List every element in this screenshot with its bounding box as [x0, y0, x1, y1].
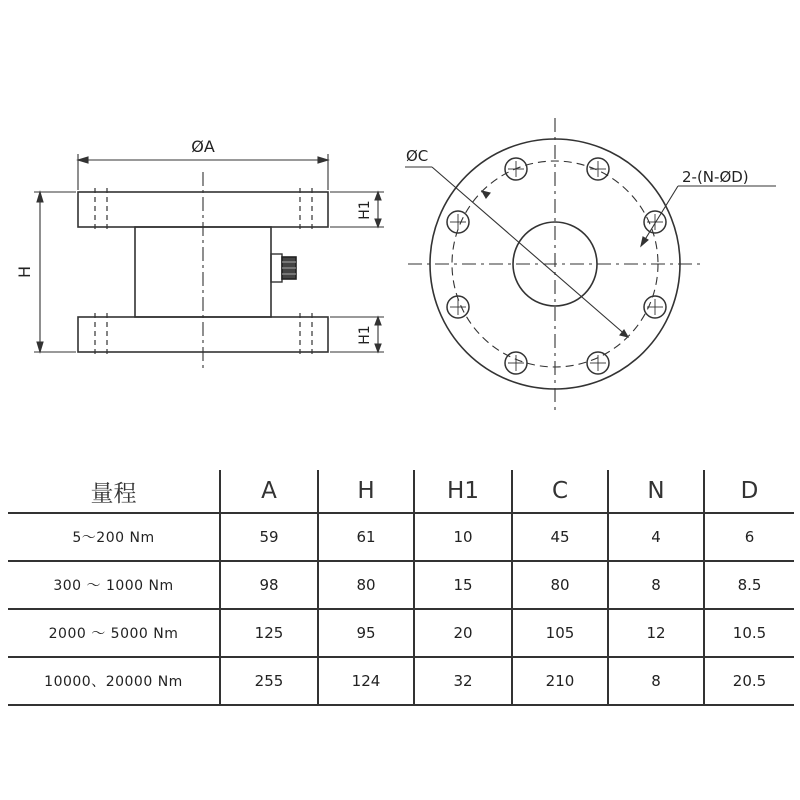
cell-h1: 20 — [414, 609, 512, 657]
dimension-h — [34, 192, 76, 352]
front-view — [405, 118, 776, 410]
cell-h1: 15 — [414, 561, 512, 609]
cell-h: 61 — [318, 513, 414, 561]
cell-n: 12 — [608, 609, 704, 657]
cell-d: 8.5 — [704, 561, 794, 609]
bolt-hole-crosshairs — [450, 161, 663, 371]
cell-h1: 32 — [414, 657, 512, 705]
side-view — [15, 137, 384, 370]
cell-range: 2000 ～ 5000 Nm — [8, 609, 220, 657]
cell-range: 10000、20000 Nm — [8, 657, 220, 705]
cell-h: 95 — [318, 609, 414, 657]
table-row — [8, 513, 794, 561]
holes-leader — [641, 186, 776, 246]
cell-h: 124 — [318, 657, 414, 705]
header-d: D — [704, 470, 794, 513]
label-holes: 2-(N-ØD) — [682, 168, 749, 186]
cell-c: 80 — [512, 561, 608, 609]
cell-n: 4 — [608, 513, 704, 561]
cell-c: 210 — [512, 657, 608, 705]
header-h: H — [318, 470, 414, 513]
label-flange-h1-bottom: H1 — [357, 325, 373, 345]
table-row — [8, 657, 794, 705]
cell-d: 6 — [704, 513, 794, 561]
label-pitch-circle-c: ØC — [406, 147, 429, 165]
spec-table — [8, 470, 794, 706]
cell-n: 8 — [608, 561, 704, 609]
cell-n: 8 — [608, 657, 704, 705]
cell-d: 20.5 — [704, 657, 794, 705]
cell-d: 10.5 — [704, 609, 794, 657]
connector — [271, 254, 296, 282]
table-header-row — [8, 470, 794, 513]
header-c: C — [512, 470, 608, 513]
cell-a: 125 — [220, 609, 318, 657]
header-a: A — [220, 470, 318, 513]
header-range: 量程 — [8, 470, 220, 513]
header-h1: H1 — [414, 470, 512, 513]
label-diameter-a: ØA — [191, 137, 215, 156]
table-row — [8, 561, 794, 609]
cell-c: 45 — [512, 513, 608, 561]
cell-range: 5～200 Nm — [8, 513, 220, 561]
label-height-h: H — [15, 265, 34, 279]
cell-a: 98 — [220, 561, 318, 609]
cell-h1: 10 — [414, 513, 512, 561]
cell-c: 105 — [512, 609, 608, 657]
label-flange-h1-top: H1 — [357, 200, 373, 220]
cell-range: 300 ～ 1000 Nm — [8, 561, 220, 609]
header-n: N — [608, 470, 704, 513]
cell-h: 80 — [318, 561, 414, 609]
table-row — [8, 609, 794, 657]
bolt-holes — [447, 158, 666, 374]
cell-a: 59 — [220, 513, 318, 561]
cell-a: 255 — [220, 657, 318, 705]
